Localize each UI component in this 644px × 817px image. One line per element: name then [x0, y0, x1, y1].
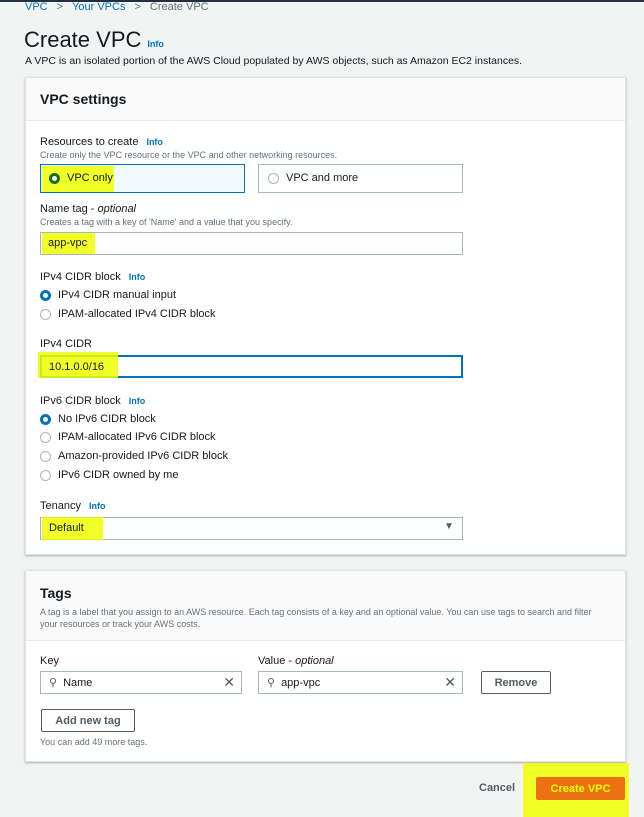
info-link[interactable]: Info	[128, 272, 146, 282]
radio-label: VPC only	[67, 172, 113, 184]
ipv4-cidr-label: IPv4 CIDR	[40, 338, 92, 350]
cancel-button[interactable]: Cancel	[479, 782, 516, 794]
info-link[interactable]: Info	[147, 39, 164, 49]
optional-text: optional	[295, 655, 334, 667]
resources-label: Resources to create	[40, 136, 139, 148]
radio-vpc-only[interactable]	[49, 172, 113, 184]
radio-vpc-and-more[interactable]	[268, 172, 358, 184]
breadcrumb-current: Create VPC	[149, 1, 209, 13]
clear-icon[interactable]: ✕	[223, 674, 235, 690]
radio-selected-icon	[49, 173, 60, 184]
radio-icon	[268, 173, 279, 184]
name-tag-desc: Creates a tag with a key of 'Name' and a value that you specify.	[40, 217, 293, 227]
radio-icon	[40, 470, 51, 481]
tag-key-input[interactable]	[40, 671, 242, 694]
panel-title: VPC settings	[40, 91, 127, 107]
radio-icon	[40, 309, 51, 320]
value-label	[258, 655, 334, 667]
radio-label: IPAM-allocated IPv6 CIDR block	[58, 431, 216, 443]
tag-value-value: app-vpc	[281, 676, 321, 689]
breadcrumb	[25, 1, 209, 13]
radio-ipv4-manual[interactable]	[40, 289, 176, 301]
search-icon: ⚲	[49, 677, 58, 689]
breadcrumb-your-vpcs[interactable]: Your VPCs	[72, 1, 126, 13]
ipv4-block-label: IPv4 CIDR block	[40, 271, 121, 283]
radio-label: IPv6 CIDR owned by me	[58, 469, 179, 481]
ipv6-block-label: IPv6 CIDR block	[40, 395, 121, 407]
tenancy-value: Default	[49, 522, 84, 534]
resources-desc: Create only the VPC resource or the VPC and other networking resources.	[40, 150, 338, 160]
label-text: Value -	[258, 655, 296, 667]
name-tag-value: app-vpc	[48, 237, 88, 249]
radio-icon	[40, 451, 51, 462]
radio-ipv6-ipam[interactable]	[40, 431, 216, 443]
caret-down-icon: ▼	[444, 521, 454, 532]
tags-desc: A tag is a label that you assign to an AWS resource. Each tag consists of a key and an optional value. You can use tags to search and filter your resources or track your AWS costs.	[40, 607, 592, 629]
info-link[interactable]: Info	[128, 396, 146, 406]
radio-label: VPC and more	[286, 172, 359, 184]
search-icon: ⚲	[267, 677, 276, 689]
tags-note: You can add 49 more tags.	[40, 737, 148, 747]
create-vpc-button[interactable]: Create VPC	[536, 777, 625, 800]
tag-value-input[interactable]	[258, 671, 463, 694]
radio-ipv6-owned[interactable]	[40, 469, 178, 481]
page-description: A VPC is an isolated portion of the AWS Cloud populated by AWS objects, such as Amazon EC2 instances.	[25, 55, 523, 67]
name-tag-input[interactable]	[40, 232, 463, 255]
radio-selected-icon	[40, 290, 51, 301]
tag-key-value: Name	[63, 676, 93, 689]
chevron-right-icon: >	[56, 1, 64, 13]
key-label: Key	[40, 655, 59, 667]
label-text: Name tag -	[40, 203, 98, 215]
radio-label: No IPv6 CIDR block	[58, 413, 156, 425]
add-new-tag-button[interactable]: Add new tag	[41, 709, 135, 732]
radio-label: Amazon-provided IPv6 CIDR block	[58, 450, 228, 462]
radio-label: IPv4 CIDR manual input	[58, 289, 176, 301]
radio-ipv6-amazon[interactable]	[40, 450, 228, 462]
radio-label: IPAM-allocated IPv4 CIDR block	[58, 308, 216, 320]
breadcrumb-vpc[interactable]: VPC	[25, 1, 48, 13]
optional-text: optional	[97, 203, 137, 215]
name-tag-label	[40, 203, 136, 215]
radio-icon	[40, 432, 51, 443]
page-title: Create VPC	[24, 27, 142, 52]
info-link[interactable]: Info	[88, 501, 106, 511]
tenancy-label: Tenancy	[40, 500, 81, 512]
clear-icon[interactable]: ✕	[444, 674, 456, 690]
radio-ipv4-ipam[interactable]	[40, 308, 216, 320]
tags-title: Tags	[40, 585, 72, 601]
radio-selected-icon	[40, 414, 51, 425]
remove-tag-button[interactable]: Remove	[481, 671, 551, 694]
chevron-right-icon: >	[134, 1, 141, 13]
tenancy-select[interactable]	[40, 517, 463, 540]
ipv4-cidr-value: 10.1.0.0/16	[49, 361, 105, 373]
radio-no-ipv6[interactable]	[40, 413, 156, 425]
info-link[interactable]: Info	[146, 137, 163, 147]
